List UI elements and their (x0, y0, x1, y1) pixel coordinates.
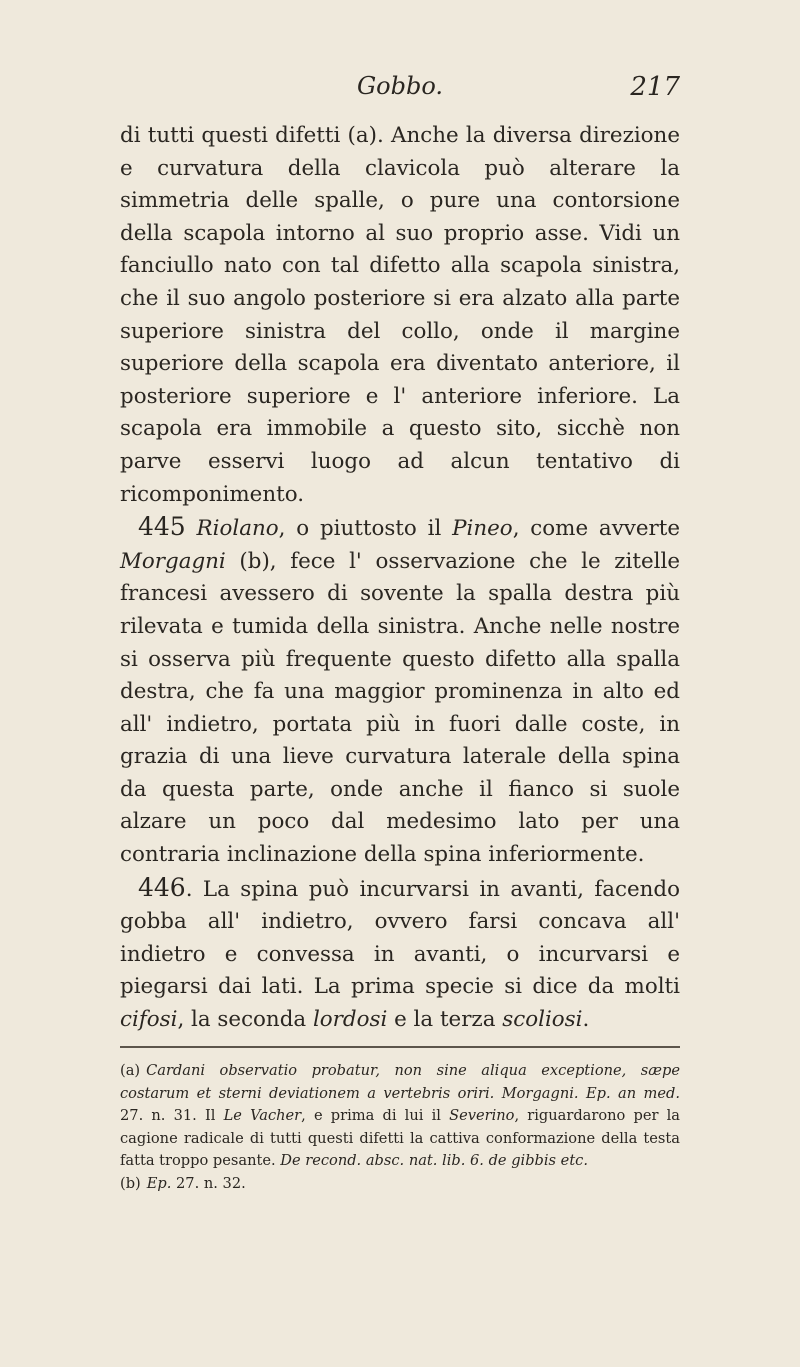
paragraph-text: (b), fece l' osservazione che le zitelle francesi avessero di sovente la spalla destra più rilevata e tumida della sinistra. Anche nelle nostre si osserva più frequente questo difetto alla spalla destra, che fa una maggior prominenza in alto ed all' indietro, portata più in fuori dalle coste, in grazia di una lieve curvatura laterale della spina da questa parte, onde anche il fianco si suole alzare un poco dal medesimo lato per una contraria inclinazione della spina inferiormente. (120, 548, 680, 868)
footnote-mark: (a) (120, 1062, 141, 1079)
footnote-text: De recond. absc. nat. lib. 6. de gibbis etc. (280, 1152, 588, 1170)
footnote-text: , e prima di lui il (301, 1107, 450, 1125)
author-name: Pineo (452, 516, 513, 542)
running-head: Gobbo. (356, 72, 443, 100)
body-text (120, 120, 680, 1037)
footnote-text: Ep. (146, 1174, 172, 1192)
footnotes (120, 1060, 680, 1196)
paragraph-text: e la terza (387, 1007, 503, 1033)
paragraph-445 (120, 511, 680, 872)
footnote-text: 27. n. 31. Il (120, 1107, 224, 1125)
section-number: 445 (138, 512, 186, 542)
paragraph-text: di tutti questi difetti (a). Anche la diversa direzione e curvatura della clavicola può alterare la simmetria delle spalle, o pure una contorsione della scapola intorno al suo proprio asse. Vidi un fanciullo nato con tal difetto alla scapola sinistra, che il suo angolo posteriore si era alzato alla parte superiore sinistra del collo, onde il margine superiore della scapola era diventato anteriore, il posteriore superiore e l' anteriore inferiore. La scapola era immobile a questo sito, sicchè non parve esservi luogo ad alcun tentativo di ricomponimento. (120, 123, 680, 507)
footnote-rule (120, 1046, 680, 1048)
footnote-text: Le Vacher (223, 1107, 302, 1125)
author-name: Riolano (196, 516, 279, 542)
footnote-text: Severino (449, 1107, 515, 1125)
term: lordosi (312, 1007, 388, 1033)
paragraph-continued (120, 120, 680, 511)
page-number: 217 (630, 72, 680, 102)
paragraph-446 (120, 872, 680, 1037)
author-name: Morgagni (120, 548, 226, 574)
footnote-a (120, 1060, 680, 1173)
footnote-text: Cardani observatio probatur, non sine aliqua exceptione, sæpe costarum et sterni deviationem a vertebris oriri. Morgagni. Ep. an med. (120, 1062, 680, 1102)
footnote-text: 27. n. 32. (171, 1174, 246, 1192)
paragraph-text: , la seconda (177, 1007, 313, 1033)
paragraph-text: , o piuttosto il (278, 516, 453, 542)
term: scoliosi (502, 1007, 583, 1033)
footnote-mark: (b) (120, 1174, 141, 1192)
term: cifosi (120, 1007, 178, 1033)
paragraph-text: , come avverte (512, 516, 680, 542)
footnote-b (120, 1173, 680, 1196)
footnote-text: , riguardarono per la cagione radicale di tutti questi difetti la cattiva conformazione della testa fatta troppo pesante. (120, 1107, 680, 1170)
section-number: 446 (138, 872, 186, 902)
paragraph-text: . La spina può incurvarsi in avanti, facendo gobba all' indietro, ovvero farsi concava all' indietro e convessa in avanti, o incurvarsi e piegarsi dai lati. La prima specie si dice da molti (120, 876, 680, 1000)
paragraph-text: . (582, 1007, 590, 1033)
page-header (120, 72, 680, 112)
